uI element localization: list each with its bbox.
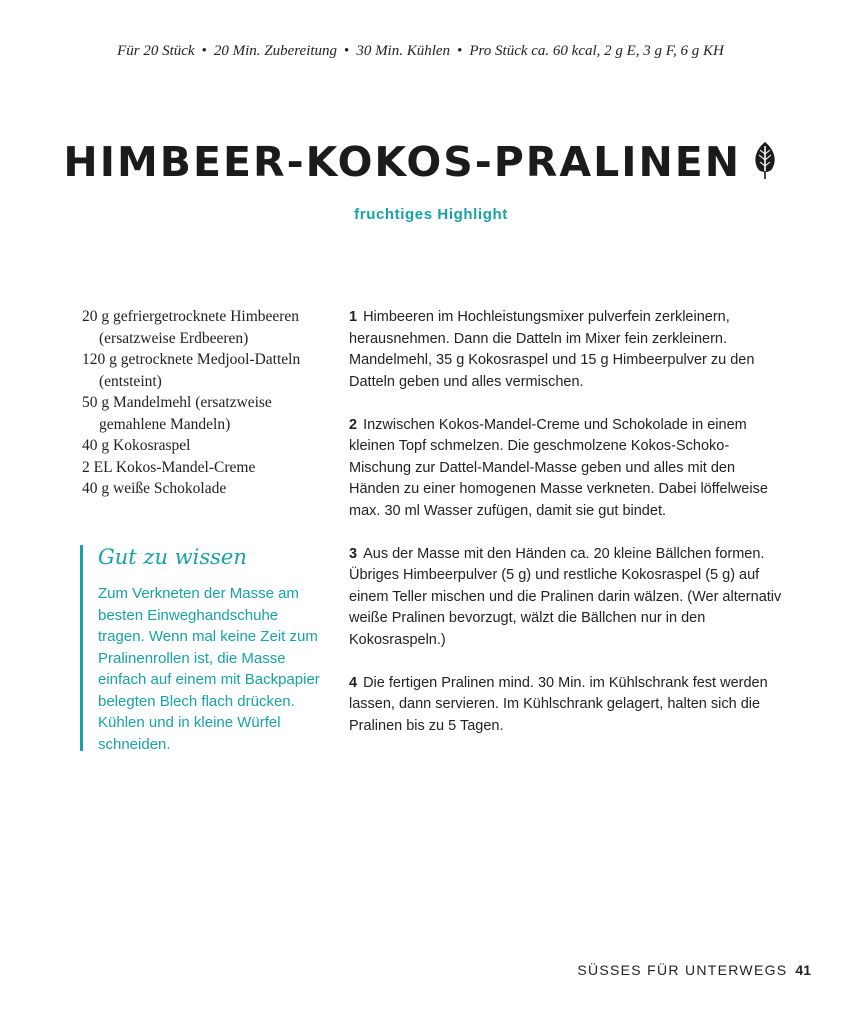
tip-text: Zum Verkneten der Masse am besten Einweghandschuhe tragen. Wenn mal keine Zeit zum Pralinenrollen ist, die Masse einfach auf einem mit Backpapier belegten Blech flach drücken. Kühlen und in kleine Würfel schneiden.	[98, 585, 320, 753]
separator: •	[201, 43, 207, 59]
step-number: 3	[349, 545, 358, 562]
step-text: Inzwischen Kokos-Mandel-Creme und Schokolade in einem kleinen Topf schmelzen. Die geschmolzene Kokos-Schoko-Mischung zur Dattel-Mandel-Masse geben und alles mit den Händen zu einer homogenen Masse verkneten. Dabei löffelweise max. 30 ml Wasser zufügen, damit sie gut bindet.	[349, 416, 768, 519]
ingredient-list	[82, 306, 317, 500]
tip-box	[80, 545, 323, 751]
title-row	[0, 138, 841, 186]
step-4	[349, 673, 789, 738]
ingredient-item: 2 EL Kokos-Mandel-Creme	[82, 458, 256, 476]
instruction-steps	[349, 307, 789, 759]
tip-heading: Gut zu wissen	[98, 545, 247, 569]
ingredient-item: 120 g getrocknete Medjool-Datteln (entsteint)	[82, 351, 301, 390]
step-text: Himbeeren im Hochleistungsmixer pulverfein zerkleinern, herausnehmen. Dann die Datteln im Mixer fein zerkleinern. Mandelmehl, 35 g Kokosraspel und 15 g Himbeerpulver zu den Datteln geben und alles vermischen.	[349, 309, 755, 390]
step-number: 1	[349, 309, 358, 325]
servings: Für 20 Stück	[117, 43, 195, 59]
page-number: 41	[795, 962, 811, 978]
step-2	[349, 415, 789, 523]
step-text: Die fertigen Pralinen mind. 30 Min. im Kühlschrank fest werden lassen, dann servieren. Im Kühlschrank gelagert, halten sich die Pralinen bis zu 5 Tagen.	[349, 674, 768, 734]
separator: •	[344, 43, 350, 59]
recipe-title: HIMBEER-KOKOS-PRALINEN	[63, 138, 742, 186]
ingredient-item: 40 g weiße Schokolade	[82, 480, 227, 497]
ingredient-item: 40 g Kokosraspel	[82, 437, 191, 454]
page-footer	[577, 962, 811, 978]
nutrition: Pro Stück ca. 60 kcal, 2 g E, 3 g F, 6 g KH	[469, 43, 724, 59]
step-number: 4	[349, 674, 358, 691]
ingredient-item: 20 g gefriergetrocknete Himbeeren (ersatzweise Erdbeeren)	[82, 308, 300, 347]
step-1	[349, 307, 789, 393]
cooling-time: 30 Min. Kühlen	[356, 43, 451, 59]
leaf-icon	[752, 140, 778, 185]
step-text: Aus der Masse mit den Händen ca. 20 kleine Bällchen formen. Übriges Himbeerpulver (5 g) und restliche Kokosraspel (5 g) auf einem Teller mischen und die Pralinen darin wälzen. (Wer alternativ weiße Pralinen bevorzugt, wälzt die Bällchen nur in den Kokosraspeln.)	[349, 545, 782, 648]
recipe-subtitle: fruchtiges Highlight	[354, 206, 508, 223]
section-name: SÜSSES FÜR UNTERWEGS	[577, 962, 788, 978]
prep-time: 20 Min. Zubereitung	[213, 43, 338, 59]
recipe-meta	[0, 43, 841, 60]
step-number: 2	[349, 416, 358, 433]
step-3	[349, 544, 789, 652]
separator: •	[457, 43, 463, 59]
ingredient-item: 50 g Mandelmehl (ersatzweise gemahlene Mandeln)	[82, 394, 272, 433]
